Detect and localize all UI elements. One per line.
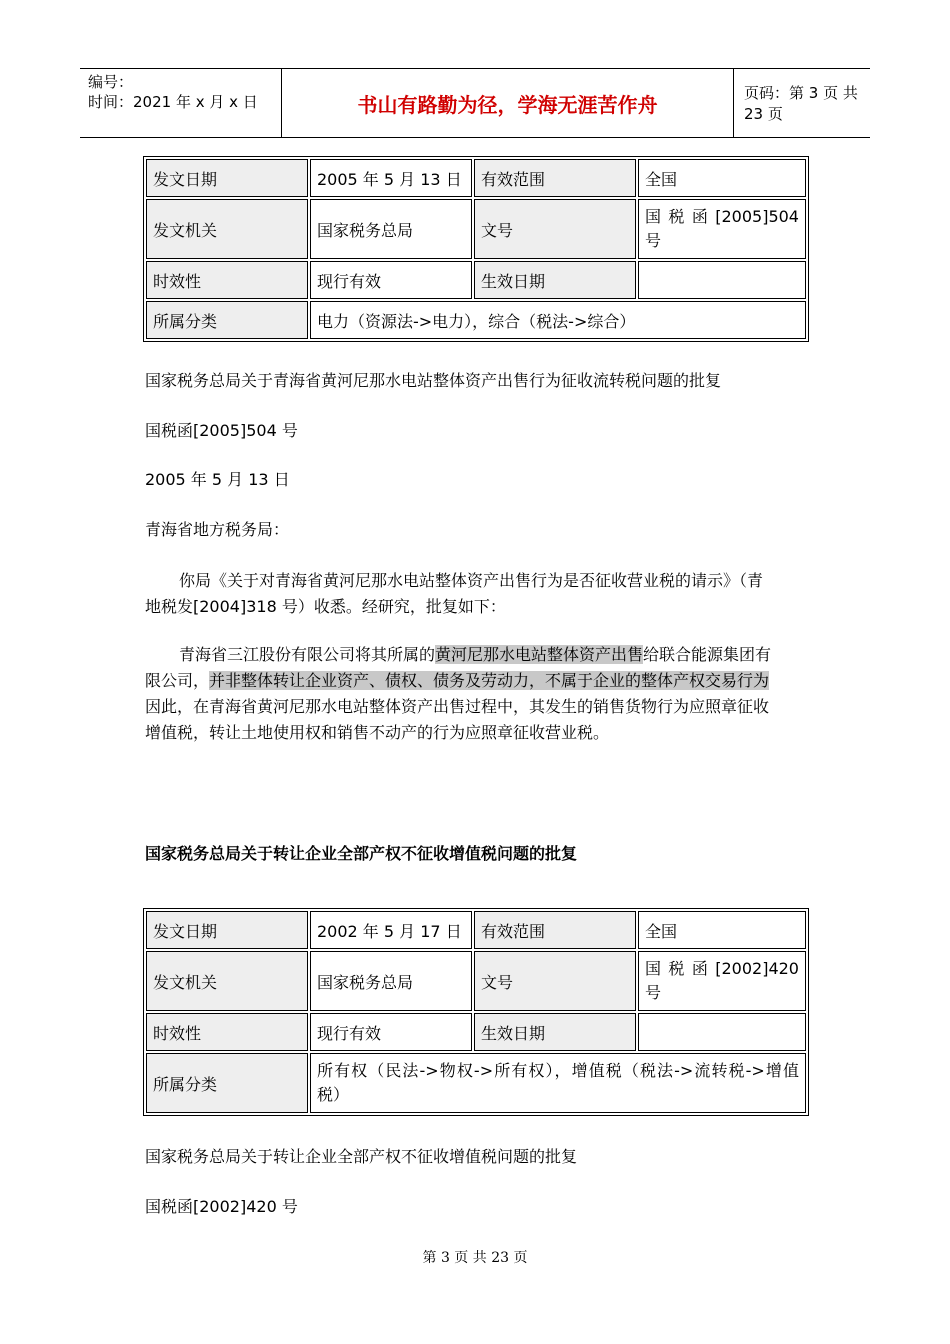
doc1-info-table	[143, 156, 809, 342]
cell-label: 时效性	[146, 1013, 308, 1051]
cell-value: 国家税务总局	[310, 951, 472, 1011]
doc1-date: 2005 年 5 月 13 日	[145, 470, 290, 489]
para2-text: 给联合能源集团有	[643, 645, 772, 664]
cell-value: 国家税务总局	[310, 199, 472, 259]
para2-line4: 增值税，转让土地使用权和销售不动产的行为应照章征收营业税。	[145, 723, 610, 742]
para2-text: 青海省三江股份有限公司将其所属的	[179, 645, 436, 664]
cell-label: 所属分类	[146, 301, 308, 339]
para2-highlight: 并非整体转让企业资产、债权、债务及劳动力，不属于企业的整体产权交易行为	[209, 671, 770, 690]
para2-line3: 因此，在青海省黄河尼那水电站整体资产出售过程中，其发生的销售货物行为应照章征收	[145, 697, 770, 716]
doc1-addressee: 青海省地方税务局：	[145, 520, 290, 539]
para2-highlight: 黄河尼那水电站整体资产出售	[435, 645, 644, 664]
cell-value: 2002 年 5 月 17 日	[310, 911, 472, 949]
doc2-number: 国税函[2002]420 号	[145, 1197, 298, 1216]
doc2-title: 国家税务总局关于转让企业全部产权不征收增值税问题的批复	[145, 1147, 578, 1166]
header-meta	[80, 69, 282, 137]
doc-number-suffix: 号	[645, 983, 662, 1002]
para2-line1	[145, 642, 810, 668]
doc-number-line: 国 税 函 [2005]504	[645, 207, 799, 226]
cell-label: 发文机关	[146, 199, 308, 259]
cell-label: 生效日期	[474, 261, 636, 299]
number-label: 编号：	[88, 73, 134, 91]
para1-line1: 你局《关于对青海省黄河尼那水电站整体资产出售行为是否征收营业税的请示》（青	[179, 571, 764, 590]
doc1-number: 国税函[2005]504 号	[145, 421, 298, 440]
cell-value	[310, 1053, 806, 1113]
header-page-label: 页码：第 3 页 共 23 页	[744, 84, 858, 123]
category-line2: 税）	[317, 1085, 350, 1104]
cell-value	[638, 951, 806, 1011]
page-header	[80, 68, 870, 138]
header-motto: 书山有路勤为径，学海无涯苦作舟	[282, 69, 734, 137]
time-label: 时间：2021 年 x 月 x 日	[88, 93, 258, 111]
doc1-title: 国家税务总局关于青海省黄河尼那水电站整体资产出售行为征收流转税问题的批复	[145, 371, 722, 390]
doc1-paragraph-1	[145, 568, 810, 620]
cell-value: 现行有效	[310, 261, 472, 299]
cell-value: 现行有效	[310, 1013, 472, 1051]
doc-number-line: 国 税 函 [2002]420	[645, 959, 799, 978]
cell-value	[638, 199, 806, 259]
para2-line2	[145, 668, 810, 694]
cell-label: 时效性	[146, 261, 308, 299]
cell-label: 发文日期	[146, 911, 308, 949]
cell-label: 有效范围	[474, 159, 636, 197]
doc1-paragraph-2	[145, 642, 810, 746]
doc-number-suffix: 号	[645, 231, 662, 250]
cell-value	[638, 261, 806, 299]
cell-label: 文号	[474, 951, 636, 1011]
cell-label: 文号	[474, 199, 636, 259]
cell-label: 发文日期	[146, 159, 308, 197]
page-footer: 第 3 页 共 23 页	[422, 1250, 528, 1266]
cell-value: 电力（资源法->电力），综合（税法->综合）	[310, 301, 806, 339]
doc2-info-table	[143, 908, 809, 1116]
para2-text: 限公司，	[145, 671, 210, 690]
category-line1: 所有权（民法->物权->所有权），增值税（税法->流转税->增值	[317, 1061, 799, 1080]
cell-label: 生效日期	[474, 1013, 636, 1051]
cell-value: 2005 年 5 月 13 日	[310, 159, 472, 197]
cell-label: 有效范围	[474, 911, 636, 949]
doc2-heading: 国家税务总局关于转让企业全部产权不征收增值税问题的批复	[145, 844, 578, 863]
cell-label: 发文机关	[146, 951, 308, 1011]
cell-value: 全国	[638, 911, 806, 949]
cell-value	[638, 1013, 806, 1051]
cell-value: 全国	[638, 159, 806, 197]
para1-line2: 地税发[2004]318 号）收悉。经研究，批复如下：	[145, 597, 506, 616]
cell-label: 所属分类	[146, 1053, 308, 1113]
